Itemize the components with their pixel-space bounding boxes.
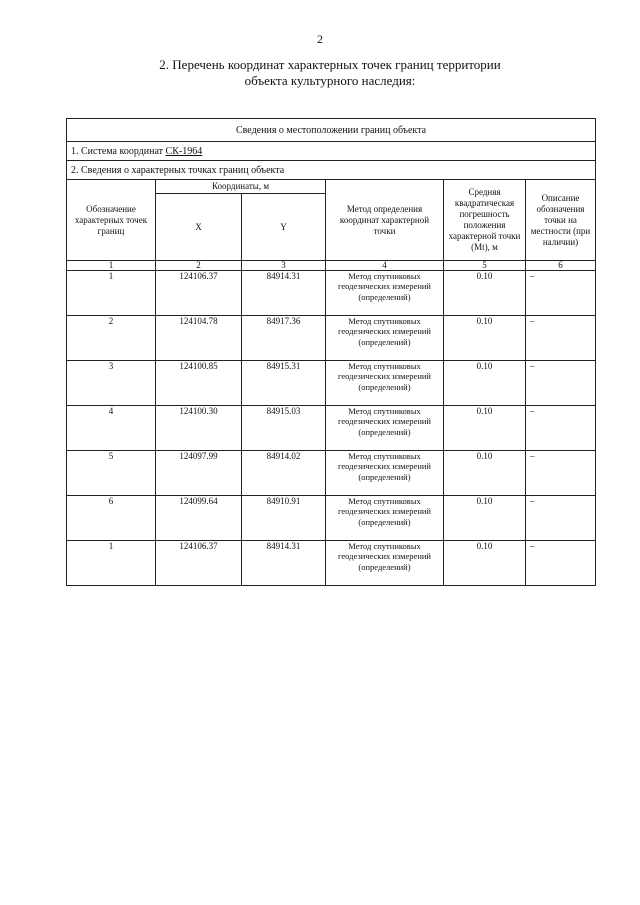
table-body — [67, 119, 596, 586]
y-cell: 84910.91 — [242, 496, 326, 541]
column-numbers-row — [67, 261, 596, 271]
x-cell: 124106.37 — [156, 271, 242, 316]
y-cell: 84915.03 — [242, 406, 326, 451]
points-section-title: 2. Сведения о характерных точках границ объекта — [67, 161, 596, 180]
description-cell: – — [526, 361, 596, 406]
header-coordinates: Координаты, м — [156, 180, 326, 194]
column-number: 3 — [242, 261, 326, 271]
x-cell: 124104.78 — [156, 316, 242, 361]
point-cell: 2 — [67, 316, 156, 361]
error-cell: 0.10 — [444, 316, 526, 361]
coordinate-system-cell — [67, 142, 596, 161]
column-number: 4 — [326, 261, 444, 271]
method-cell: Метод спутниковых геодезических измерений (определений) — [326, 361, 444, 406]
method-cell: Метод спутниковых геодезических измерений (определений) — [326, 496, 444, 541]
boundary-points-table — [66, 118, 596, 586]
table-row — [67, 406, 596, 451]
description-cell: – — [526, 496, 596, 541]
error-cell: 0.10 — [444, 406, 526, 451]
page-number: 2 — [317, 32, 323, 46]
description-cell: – — [526, 271, 596, 316]
point-cell: 1 — [67, 271, 156, 316]
description-cell: – — [526, 316, 596, 361]
document-heading — [60, 57, 600, 89]
points-section-row — [67, 161, 596, 180]
error-cell: 0.10 — [444, 541, 526, 586]
header-error: Средняя квадратическая погрешность положения характерной точки (Mt), м — [444, 180, 526, 261]
error-cell: 0.10 — [444, 271, 526, 316]
coordinate-system-row — [67, 142, 596, 161]
method-cell: Метод спутниковых геодезических измерений (определений) — [326, 451, 444, 496]
description-cell: – — [526, 406, 596, 451]
x-cell: 124100.85 — [156, 361, 242, 406]
header-method: Метод определения координат характерной точки — [326, 180, 444, 261]
coordinate-system-value: СК-1964 — [165, 145, 203, 157]
point-cell: 6 — [67, 496, 156, 541]
description-cell: – — [526, 541, 596, 586]
error-cell: 0.10 — [444, 361, 526, 406]
y-cell: 84917.36 — [242, 316, 326, 361]
column-number: 2 — [156, 261, 242, 271]
header-designation: Обозначение характерных точек границ — [67, 180, 156, 261]
x-cell: 124100.30 — [156, 406, 242, 451]
y-cell: 84914.31 — [242, 271, 326, 316]
header-y: Y — [242, 194, 326, 261]
x-cell: 124106.37 — [156, 541, 242, 586]
y-cell: 84914.31 — [242, 541, 326, 586]
point-cell: 5 — [67, 451, 156, 496]
table-row — [67, 496, 596, 541]
heading-line-1: 2. Перечень координат характерных точек границ территории — [159, 57, 501, 72]
method-cell: Метод спутниковых геодезических измерений (определений) — [326, 541, 444, 586]
heading-line-2: объекта культурного наследия: — [244, 73, 416, 88]
coordinate-system-label: 1. Система координат — [71, 145, 166, 157]
table-row — [67, 541, 596, 586]
header-description: Описание обозначения точки на местности (при наличии) — [526, 180, 596, 261]
y-cell: 84914.02 — [242, 451, 326, 496]
column-number: 5 — [444, 261, 526, 271]
header-x: X — [156, 194, 242, 261]
table-row — [67, 361, 596, 406]
column-number: 1 — [67, 261, 156, 271]
table-row — [67, 451, 596, 496]
description-cell: – — [526, 451, 596, 496]
point-cell: 3 — [67, 361, 156, 406]
error-cell: 0.10 — [444, 496, 526, 541]
method-cell: Метод спутниковых геодезических измерений (определений) — [326, 271, 444, 316]
table-title-row — [67, 119, 596, 142]
method-cell: Метод спутниковых геодезических измерений (определений) — [326, 316, 444, 361]
method-cell: Метод спутниковых геодезических измерений (определений) — [326, 406, 444, 451]
column-number: 6 — [526, 261, 596, 271]
x-cell: 124097.99 — [156, 451, 242, 496]
table-row — [67, 271, 596, 316]
header-row-1 — [67, 180, 596, 194]
x-cell: 124099.64 — [156, 496, 242, 541]
error-cell: 0.10 — [444, 451, 526, 496]
y-cell: 84915.31 — [242, 361, 326, 406]
table-row — [67, 316, 596, 361]
table-title: Сведения о местоположении границ объекта — [67, 119, 596, 142]
point-cell: 4 — [67, 406, 156, 451]
point-cell: 1 — [67, 541, 156, 586]
